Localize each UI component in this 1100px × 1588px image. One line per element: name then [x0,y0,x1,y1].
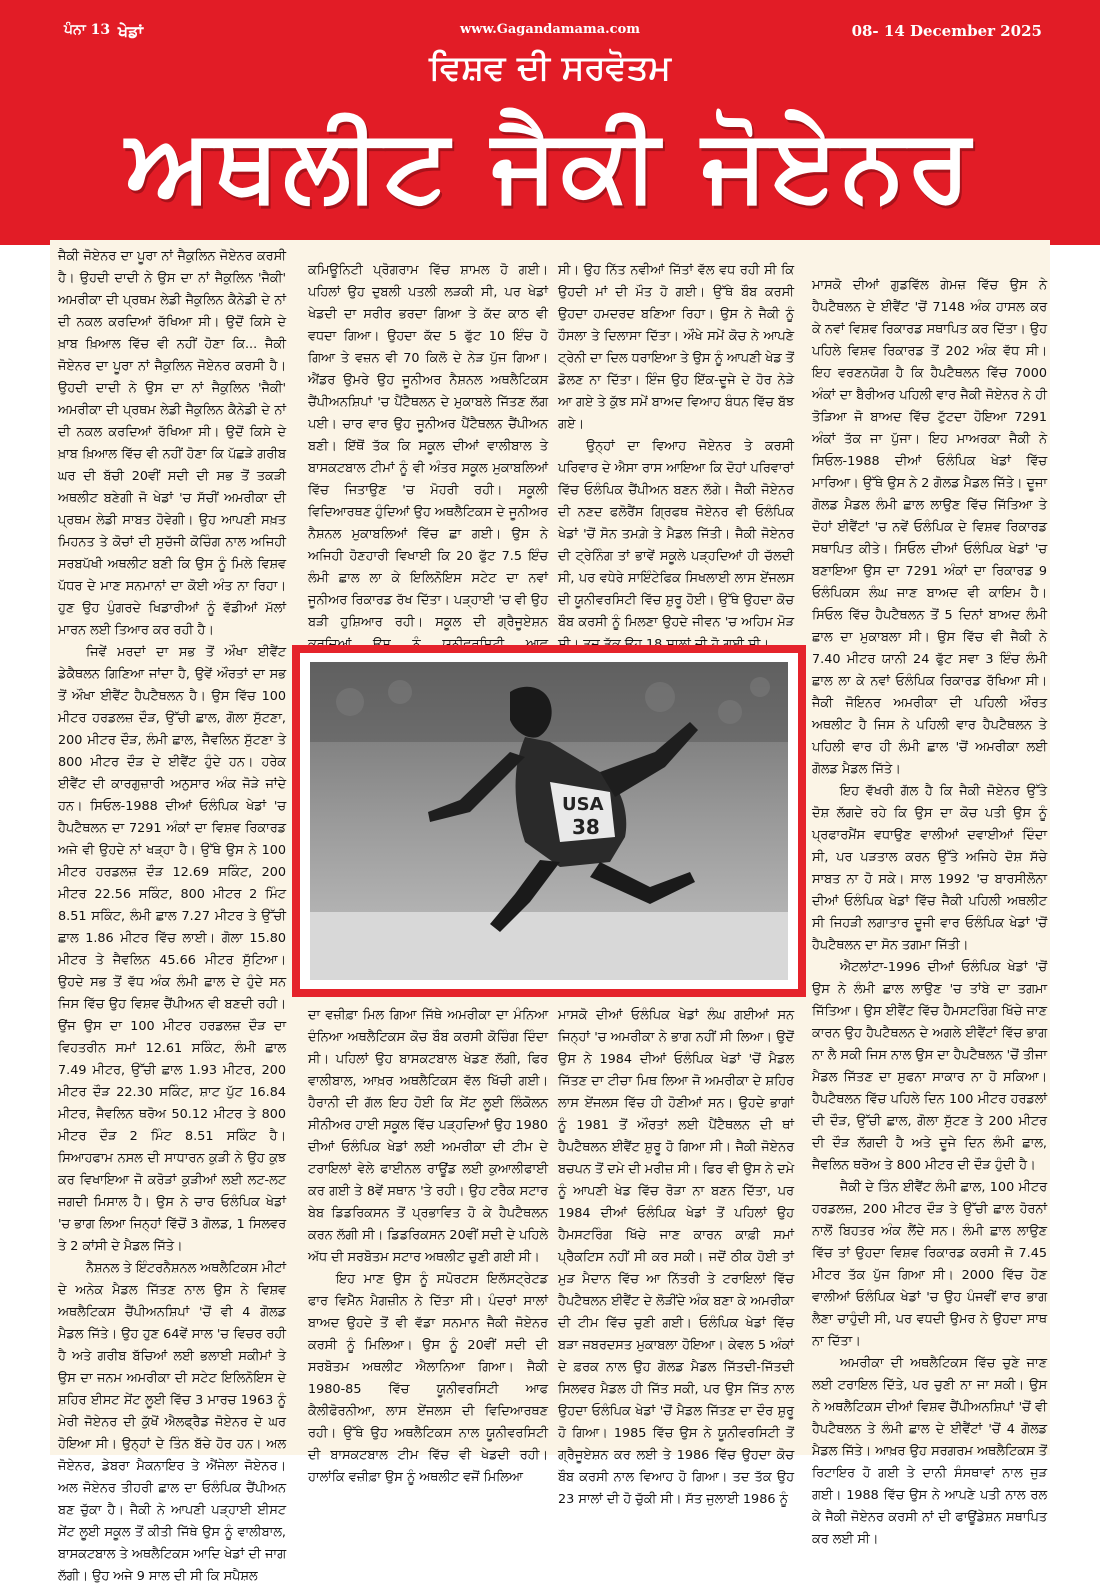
jersey-text: USA [562,794,604,815]
website-url: www.Gagandamama.com [459,22,641,37]
article-paragraph: ਦਾ ਵਜ਼ੀਫ਼ਾ ਮਿਲ ਗਿਆ ਜਿੱਥੇ ਅਮਰੀਕਾ ਦਾ ਮੰਨਿਆ ਦੰਨਿਆ ਅਥਲੈਟਿਕਸ ਕੋਚ ਬੌਬ ਕਰਸੀ ਕੋਚਿੰਗ ਦਿੰਦਾ ਸੀ। ਪਹਿਲਾਂ ਉਹ ਬਾਸਕਟਬਾਲ ਖੇਡਣ ਲੱਗੀ, ਫਿਰ ਵਾਲੀਬਾਲ, ਆਖ਼ਰ ਅਥਲੈਟਿਕਸ ਵੱਲ ਖਿੱਚੀ ਗਈ। ਹੈਰਾਨੀ ਦੀ ਗੱਲ ਇਹ ਹੋਈ ਕਿ ਸੇਂਟ ਲੂਈ ਲਿੰਕੋਲਨ ਸੀਨੀਅਰ ਹਾਈ ਸਕੂਲ ਵਿੱਚ ਪੜ੍ਹਦਿਆਂ ਉਹ 1980 ਦੀਆਂ ਓਲੰਪਿਕ ਖੇਡਾਂ ਲਈ ਅਮਰੀਕਾ ਦੀ ਟੀਮ ਦੇ ਟਰਾਇਲਾਂ ਵੇਲੇ ਫਾਈਨਲ ਰਾਊਂਡ ਲਈ ਕੁਆਲੀਫਾਈ ਕਰ ਗਈ ਤੇ 8ਵੇਂ ਸਥਾਨ 'ਤੇ ਰਹੀ। ਉਹ ਟਰੈਕ ਸਟਾਰ ਬੇਬ ਡਿਡਰਿਕਸਨ ਤੋਂ ਪ੍ਰਭਾਵਿਤ ਹੋ ਕੇ ਹੈਪਟੈਥਲਨ ਕਰਨ ਲੱਗੀ ਸੀ। ਡਿਡਰਿਕਸਨ 20ਵੀਂ ਸਦੀ ਦੇ ਪਹਿਲੇ ਅੱਧ ਦੀ ਸਰਬੋਤਮ ਸਟਾਰ ਅਥਲੀਟ ਚੁਣੀ ਗਈ ਸੀ। [308,1008,548,1265]
article-paragraph: ਉਨ੍ਹਾਂ ਦਾ ਵਿਆਹ ਜੋਏਨਰ ਤੇ ਕਰਸੀ ਪਰਿਵਾਰ ਦੇ ਐਸਾ ਰਾਸ ਆਇਆ ਕਿ ਦੋਹਾਂ ਪਰਿਵਾਰਾਂ ਵਿੱਚ ਓਲੰਪਿਕ ਚੈਂਪੀਅਨ ਬਣਨ ਲੱਗੇ। ਜੈਕੀ ਜੋਏਨਰ ਦੀ ਨਣਦ ਫਲੋਰੈਂਸ ਗ੍ਰਿਫਥ ਜੋਏਨਰ ਵੀ ਓਲੰਪਿਕ ਖੇਡਾਂ 'ਚੋਂ ਸੋਨ ਤਮਗ਼ੇ ਤੇ ਮੈਡਲ ਜਿੱਤੀ। ਜੈਕੀ ਜੋਏਨਰ ਦੀ ਟ੍ਰੇਨਿੰਗ ਤਾਂ ਭਾਵੇਂ ਸਕੂਲੇ ਪੜ੍ਹਦਿਆਂ ਹੀ ਚੱਲਦੀ ਸੀ, ਪਰ ਵਧੇਰੇ ਸਾਇੰਟੇਫਿਕ ਸਿਖਲਾਈ ਲਾਸ ਏਂਜਲਸ ਦੀ ਯੂਨੀਵਰਸਿਟੀ ਵਿੱਚ ਸ਼ੁਰੂ ਹੋਈ। ਉੱਥੇ ਉਹਦਾ ਕੋਚ ਬੌਬ ਕਰਸੀ ਨੂੰ ਮਿਲਣਾ ਉਹਦੇ ਜੀਵਨ 'ਚ ਅਹਿਮ ਮੋੜ [558,439,794,630]
article-paragraph: ਅਮਰੀਕਾ ਦੀ ਅਥਲੈਟਿਕਸ ਵਿੱਚ ਚੁਣੇ ਜਾਣ ਲਈ ਟਰਾਇਲ ਦਿੱਤੇ, ਪਰ ਚੁਣੀ ਨਾ ਜਾ ਸਕੀ। ਉਸ ਨੇ ਅਥਲੈਟਿਕਸ ਦੀਆਂ ਵਿਸ਼ਵ ਚੈਂਪੀਅਨਸ਼ਿਪਾਂ 'ਚੋਂ ਵੀ ਹੈਪਟੈਥਲਨ ਤੇ ਲੰਮੀ ਛਾਲ ਦੇ ਈਵੈਂਟਾਂ 'ਚੋਂ 4 ਗੋਲਡ ਮੈਡਲ ਜਿੱਤੇ। ਆਖ਼ਰ ਉਹ ਸਰਗਰਮ ਅਥਲੈਟਿਕਸ ਤੋਂ ਰਿਟਾਇਰ ਹੋ ਗਈ ਤੇ ਦਾਨੀ ਸੰਸਥਾਵਾਂ ਨਾਲ ਜੁੜ ਗਈ। 1988 ਵਿੱਚ ਉਸ ਨੇ ਆਪਣੇ ਪਤੀ ਨਾਲ ਰਲ ਕੇ ਜੈਕੀ ਜੋਏਨਰ ਕਰਸੀ ਨਾਂ ਦੀ ਫਾਊਂਡੇਸ਼ਨ ਸਥਾਪਿਤ ਕਰ ਲਈ ਸੀ। [812,1356,1047,1547]
issue-date: 08- 14 December 2025 [851,22,1042,40]
article-paragraph: ਨੈਸ਼ਨਲ ਤੇ ਇੰਟਰਨੈਸ਼ਨਲ ਅਥਲੈਟਿਕਸ ਮੀਟਾਂ ਦੇ ਅਨੇਕ ਮੈਡਲ ਜਿੱਤਣ ਨਾਲ ਉਸ ਨੇ ਵਿਸ਼ਵ ਅਥਲੈਟਿਕਸ ਚੈਂਪੀਅਨਸ਼ਿਪਾਂ 'ਚੋਂ ਵੀ 4 ਗੋਲਡ ਮੈਡਲ ਜਿੱਤੇ। ਉਹ ਹੁਣ 64ਵੇਂ ਸਾਲ 'ਚ ਵਿਚਰ ਰਹੀ ਹੈ ਅਤੇ ਗਰੀਬ ਬੱਚਿਆਂ ਲਈ ਭਲਾਈ ਸਕੀਮਾਂ ਤੇ ਉਸ ਦਾ ਜਨਮ ਅਮਰੀਕਾ ਦੀ ਸਟੇਟ ਇਲਿਨੋਇਸ ਦੇ ਸ਼ਹਿਰ ਈਸਟ ਸੇਂਟ ਲੂਈ ਵਿੱਚ 3 ਮਾਰਚ 1963 ਨੂੰ ਮੇਰੀ ਜੋਏਨਰ ਦੀ ਕੁੱਖੋਂ ਐਲਫ੍ਰੈਡ ਜੋਏਨਰ ਦੇ ਘਰ ਹੋਇਆ ਸੀ। ਉਨ੍ਹਾਂ ਦੇ ਤਿੰਨ ਬੱਚੇ ਹੋਰ ਹਨ। ਅਲ ਜੋਏਨਰ, ਡੇਬਰਾ ਮੈਕਨਾਇਰ ਤੇ ਐਂਜੇਲਾ ਜੋਏਨਰ। ਅਲ ਜੋਏਨਰ ਤੀਹਰੀ ਛਾਲ ਦਾ ਓਲੰਪਿਕ ਚੈਂਪੀਅਨ ਬਣ ਚੁੱਕਾ ਹੈ। ਜੈਕੀ ਨੇ ਆਪਣੀ ਪੜ੍ਹਾਈ ਈਸਟ ਸੇਂਟ ਲੂਈ ਸਕੂਲ ਤੋਂ ਕੀਤੀ ਜਿੱਥੇ ਉਸ ਨੂੰ ਵਾਲੀਬਾਲ, ਬਾਸਕਟਬਾਲ ਤੇ ਅਥਲੈਟਿਕਸ ਆਦਿ ਖੇਡਾਂ ਦੀ ਜਾਗ ਲੱਗੀ। ਉਹ ਅਜੇ 9 ਸਾਲ ਦੀ ਸੀ ਕਿ ਸਪੈਸ਼ਲ [58,1261,286,1584]
article-column-1 [58,246,286,1584]
bib-number: 38 [572,815,600,839]
article-paragraph: ਮਾਸਕੋ ਦੀਆਂ ਗੁਡਵਿੱਲ ਗੇਮਜ਼ ਵਿੱਚ ਉਸ ਨੇ ਹੈਪਟੈਥਲਨ ਦੇ ਈਵੈਂਟ 'ਚੋਂ 7148 ਅੰਕ ਹਾਸਲ ਕਰ ਕੇ ਨਵਾਂ ਵਿਸ਼ਵ ਰਿਕਾਰਡ ਸਥਾਪਿਤ ਕਰ ਦਿੱਤਾ। ਉਹ ਪਹਿਲੇ ਵਿਸ਼ਵ ਰਿਕਾਰਡ ਤੋਂ 202 ਅੰਕ ਵੱਧ ਸੀ। ਇਹ ਵਰਣਨਯੋਗ ਹੈ ਕਿ ਹੈਪਟੈਥਲਨ ਵਿੱਚ 7000 ਅੰਕਾਂ ਦਾ ਬੈਰੀਅਰ ਪਹਿਲੀ ਵਾਰ ਜੈਕੀ ਜੋਏਨਰ ਨੇ ਹੀ ਤੋੜਿਆ ਜੋ ਬਾਅਦ ਵਿੱਚ ਟੁੱਟਦਾ ਹੋਇਆ 7291 ਅੰਕਾਂ ਤੱਕ ਜਾ ਪੁੱਜਾ। ਇਹ ਮਾਅਰਕਾ ਜੈਕੀ ਨੇ ਸਿਓਲ-1988 ਦੀਆਂ ਓਲੰਪਿਕ ਖੇਡਾਂ ਵਿੱਚ ਮਾਰਿਆ। ਉੱਥੇ ਉਸ ਨੇ 2 ਗੋਲਡ ਮੈਡਲ ਜਿੱਤੇ। ਦੂਜਾ ਗੋਲਡ ਮੈਡਲ ਲੰਮੀ ਛਾਲ ਲਾਉਣ ਵਿੱਚ ਜਿੱਤਿਆ ਤੇ ਦੋਹਾਂ ਈਵੈਂਟਾਂ 'ਚ ਨਵੇਂ ਓਲੰਪਿਕ ਦੇ ਵਿਸ਼ਵ ਰਿਕਾਰਡ ਸਥਾਪਿਤ ਕੀਤੇ। ਸਿਓਲ ਦੀਆਂ ਓਲੰਪਿਕ ਖੇਡਾਂ 'ਚ ਬਣਾਇਆ ਉਸ ਦਾ 7291 ਅੰਕਾਂ ਦਾ ਰਿਕਾਰਡ 9 ਓਲੰਪਿਕਸ ਲੰਘ ਜਾਣ ਬਾਅਦ ਵੀ ਕਾਇਮ ਹੈ। ਸਿਓਲ ਵਿੱਚ ਹੈਪਟੈਥਲਨ ਤੋਂ 5 ਦਿਨਾਂ ਬਾਅਦ ਲੰਮੀ ਛਾਲ ਦਾ ਮੁਕਾਬਲਾ ਸੀ। ਉਸ ਵਿੱਚ ਵੀ ਜੈਕੀ ਨੇ 7.40 ਮੀਟਰ ਯਾਨੀ 24 ਫੁੱਟ ਸਵਾ 3 ਇੰਚ ਲੰਮੀ ਛਾਲ ਲਾ ਕੇ ਨਵਾਂ ਓਲੰਪਿਕ ਰਿਕਾਰਡ ਰੱਖਿਆ ਸੀ। ਜੈਕੀ ਜੋਇਨਰ ਅਮਰੀਕਾ ਦੀ ਪਹਿਲੀ ਔਰਤ ਅਥਲੀਟ ਹੈ ਜਿਸ ਨੇ ਪਹਿਲੀ ਵਾਰ ਹੈਪਟੈਥਲਨ ਤੇ ਪਹਿਲੀ ਵਾਰ ਹੀ ਲੰਮੀ ਛਾਲ 'ਚੋਂ ਅਮਰੀਕਾ ਲਈ ਗੋਲਡ ਮੈਡਲ ਜਿੱਤੇ। [812,278,1047,777]
article-paragraph: ਜਿਵੇਂ ਮਰਦਾਂ ਦਾ ਸਭ ਤੋਂ ਔਖਾ ਈਵੈਂਟ ਡੇਕੈਥਲਨ ਗਿਣਿਆ ਜਾਂਦਾ ਹੈ, ਉਵੇਂ ਔਰਤਾਂ ਦਾ ਸਭ ਤੋਂ ਔਖਾ ਈਵੈਂਟ ਹੈਪਟੈਥਲਨ ਹੈ। ਉਸ ਵਿੱਚ 100 ਮੀਟਰ ਹਰਡਲਜ਼ ਦੌੜ, ਉੱਚੀ ਛਾਲ, ਗੋਲਾ ਸੁੱਟਣਾ, 200 ਮੀਟਰ ਦੌੜ, ਲੰਮੀ ਛਾਲ, ਜੈਵਲਿਨ ਸੁੱਟਣਾ ਤੇ 800 ਮੀਟਰ ਦੌੜ ਦੇ ਈਵੈਂਟ ਹੁੰਦੇ ਹਨ। ਹਰੇਕ ਈਵੈਂਟ ਦੀ ਕਾਰਗੁਜ਼ਾਰੀ ਅਨੁਸਾਰ ਅੰਕ ਜੋੜੇ ਜਾਂਦੇ ਹਨ। ਸਿਓਲ-1988 ਦੀਆਂ ਓਲੰਪਿਕ ਖੇਡਾਂ 'ਚ ਹੈਪਟੈਥਲਨ ਦਾ 7291 ਅੰਕਾਂ ਦਾ ਵਿਸ਼ਵ ਰਿਕਾਰਡ ਅਜੇ ਵੀ ਉਹਦੇ ਨਾਂ ਖੜ੍ਹਾ ਹੈ। ਉੱਥੇ ਉਸ ਨੇ 100 ਮੀਟਰ ਹਰਡਲਜ਼ ਦੌੜ 12.69 ਸਕਿੰਟ, 200 ਮੀਟਰ 22.56 ਸਕਿੰਟ, 800 ਮੀਟਰ 2 ਮਿੰਟ 8.51 ਸਕਿੰਟ, ਲੰਮੀ ਛਾਲ 7.27 ਮੀਟਰ ਤੇ ਉੱਚੀ ਛਾਲ 1.86 ਮੀਟਰ ਵਿੱਚ ਲਾਈ। ਗੋਲਾ 15.80 ਮੀਟਰ ਤੇ ਜੈਵਲਿਨ 45.66 ਮੀਟਰ ਸੁੱਟਿਆ। ਉਹਦੇ ਸਭ ਤੋਂ ਵੱਧ ਅੰਕ ਲੰਮੀ ਛਾਲ ਦੇ ਹੁੰਦੇ ਸਨ ਜਿਸ ਵਿੱਚ ਉਹ ਵਿਸ਼ਵ ਚੈਂਪੀਅਨ ਵੀ ਬਣਦੀ ਰਹੀ। ਉਂਜ ਉਸ ਦਾ 100 ਮੀਟਰ ਹਰਡਲਜ਼ ਦੌੜ ਦਾ ਵਿਹਤਰੀਨ ਸਮਾਂ 12.61 ਸਕਿੰਟ, ਲੰਮੀ ਛਾਲ 7.49 ਮੀਟਰ, ਉੱਚੀ ਛਾਲ 1.93 ਮੀਟਰ, 200 ਮੀਟਰ ਦੌੜ 22.30 ਸਕਿੰਟ, ਸ਼ਾਟ ਪੁੱਟ 16.84 ਮੀਟਰ, ਜੈਵਲਿਨ ਥਰੋਅ 50.12 ਮੀਟਰ ਤੇ 800 ਮੀਟਰ ਦੌੜ 2 ਮਿੰਟ 8.51 ਸਕਿੰਟ ਹੈ। ਸਿਆਹਫਾਮ ਨਸਲ ਦੀ ਸਾਧਾਰਨ ਕੁੜੀ ਨੇ ਉਹ ਕੁਝ ਕਰ ਵਿਖਾਇਆ ਜੋ ਕਰੋੜਾਂ ਕੁੜੀਆਂ ਲਈ ਲਟ-ਲਟ ਜਗਦੀ ਮਿਸਾਲ ਹੈ। ਉਸ ਨੇ ਚਾਰ ਓਲੰਪਿਕ ਖੇਡਾਂ 'ਚ ਭਾਗ ਲਿਆ ਜਿਨ੍ਹਾਂ ਵਿੱਚੋਂ 3 ਗੋਲਡ, 1 ਸਿਲਵਰ ਤੇ 2 ਕਾਂਸੀ ਦੇ ਮੈਡਲ ਜਿੱਤੇ। [58,645,286,1254]
headline-kicker: ਵਿਸ਼ਵ ਦੀ ਸਰਵੋਤਮ [429,48,671,88]
article-paragraph: ਐਟਲਾਂਟਾ-1996 ਦੀਆਂ ਓਲੰਪਿਕ ਖੇਡਾਂ 'ਚੋਂ ਉਸ ਨੇ ਲੰਮੀ ਛਾਲ ਲਾਉਣ 'ਚ ਤਾਂਬੇ ਦਾ ਤਗਮਾ ਜਿੱਤਿਆ। ਉਸ ਈਵੈਂਟ ਵਿੱਚ ਹੈਮਸਟਰਿੰਗ ਖਿੱਚੇ ਜਾਣ ਕਾਰਨ ਉਹ ਹੈਪਟੈਥਲਨ ਦੇ ਅਗਲੇ ਈਵੈਂਟਾਂ ਵਿੱਚ ਭਾਗ ਨਾ ਲੈ ਸਕੀ ਜਿਸ ਨਾਲ ਉਸ ਦਾ ਹੈਪਟੈਥਲਨ 'ਚੋਂ ਤੀਜਾ ਮੈਡਲ ਜਿੱਤਣ ਦਾ ਸੁਫਨਾ ਸਾਕਾਰ ਨਾ ਹੋ ਸਕਿਆ। ਹੈਪਟੈਥਲਨ ਵਿੱਚ ਪਹਿਲੇ ਦਿਨ 100 ਮੀਟਰ ਹਰਡਲਾਂ ਦੀ ਦੌੜ, ਉੱਚੀ ਛਾਲ, ਗੋਲਾ ਸੁੱਟਣ ਤੇ 200 ਮੀਟਰ ਦੀ ਦੌੜ ਲੱਗਦੀ ਹੈ ਅਤੇ ਦੂਜੇ ਦਿਨ ਲੰਮੀ ਛਾਲ, ਜੈਵਲਿਨ ਥਰੋਅ ਤੇ 800 ਮੀਟਰ ਦੀ ਦੌੜ ਹੁੰਦੀ ਹੈ। [812,960,1047,1173]
article-paragraph: ਮਾਸਕੋ ਦੀਆਂ ਓਲੰਪਿਕ ਖੇਡਾਂ ਲੰਘ ਗਈਆਂ ਸਨ ਜਿਨ੍ਹਾਂ 'ਚ ਅਮਰੀਕਾ ਨੇ ਭਾਗ ਨਹੀਂ ਸੀ ਲਿਆ। ਉਦੋਂ ਉਸ ਨੇ 1984 ਦੀਆਂ ਓਲੰਪਿਕ ਖੇਡਾਂ 'ਚੋਂ ਮੈਡਲ ਜਿੱਤਣ ਦਾ ਟੀਚਾ ਮਿਥ ਲਿਆ ਜੋ ਅਮਰੀਕਾ ਦੇ ਸ਼ਹਿਰ ਲਾਸ ਏਂਜਲਸ ਵਿੱਚ ਹੀ ਹੋਣੀਆਂ ਸਨ। ਉਹਦੇ ਭਾਗਾਂ ਨੂੰ 1981 ਤੋਂ ਔਰਤਾਂ ਲਈ ਪੈਂਟੈਥਲਨ ਦੀ ਥਾਂ ਹੈਪਟੈਥਲਨ ਈਵੈਂਟ ਸ਼ੁਰੂ ਹੋ ਗਿਆ ਸੀ। ਜੈਕੀ ਜੋਏਨਰ ਬਚਪਨ ਤੋਂ ਦਮੇ ਦੀ ਮਰੀਜ਼ ਸੀ। ਫਿਰ ਵੀ ਉਸ ਨੇ ਦਮੇ ਨੂੰ ਆਪਣੀ ਖੇਡ ਵਿੱਚ ਰੋੜਾ ਨਾ ਬਣਨ ਦਿੱਤਾ, ਪਰ 1984 ਦੀਆਂ ਓਲੰਪਿਕ ਖੇਡਾਂ ਤੋਂ ਪਹਿਲਾਂ ਉਹ ਹੈਮਸਟਰਿੰਗ ਖਿੱਚੇ ਜਾਣ ਕਾਰਨ ਕਾਫ਼ੀ ਸਮਾਂ ਪ੍ਰੈਕਟਿਸ ਨਹੀਂ ਸੀ ਕਰ ਸਕੀ। ਜਦੋਂ ਠੀਕ ਹੋਈ ਤਾਂ ਮੁੜ ਮੈਦਾਨ ਵਿੱਚ ਆ ਨਿੱਤਰੀ ਤੇ ਟਰਾਇਲਾਂ ਵਿੱਚ ਹੈਪਟੈਥਲਨ ਈਵੈਂਟ ਦੇ ਲੋੜੀਂਦੇ ਅੰਕ ਬਣਾ ਕੇ ਅਮਰੀਕਾ ਦੀ ਟੀਮ ਵਿੱਚ ਚੁਣੀ ਗਈ। ਓਲੰਪਿਕ ਖੇਡਾਂ ਵਿੱਚ ਬੜਾ ਜਬਰਦਸਤ ਮੁਕਾਬਲਾ ਹੋਇਆ। ਕੇਵਲ 5 ਅੰਕਾਂ ਦੇ ਫ਼ਰਕ ਨਾਲ ਉਹ ਗੋਲਡ ਮੈਡਲ ਜਿੱਤਦੀ-ਜਿੱਤਦੀ ਸਿਲਵਰ ਮੈਡਲ ਹੀ ਜਿੱਤ ਸਕੀ, ਪਰ ਉਸ ਜਿੱਤ ਨਾਲ ਉਹਦਾ ਓਲੰਪਿਕ ਖੇਡਾਂ 'ਚੋਂ ਮੈਡਲ ਜਿੱਤਣ ਦਾ ਦੌਰ ਸ਼ੁਰੂ ਹੋ ਗਿਆ। 1985 ਵਿੱਚ ਉਸ ਨੇ ਯੂਨੀਵਰਸਿਟੀ ਤੋਂ ਗ੍ਰੈਜੂਏਸ਼ਨ ਕਰ ਲਈ ਤੇ 1986 ਵਿੱਚ ਉਹਦਾ ਕੋਚ ਬੌਬ ਕਰਸੀ ਨਾਲ ਵਿਆਹ ਹੋ ਗਿਆ। ਤਦ ਤੱਕ ਉਹ 23 ਸਾਲਾਂ ਦੀ ਹੋ ਚੁੱਕੀ ਸੀ। ਸੱਤ ਜੁਲਾਈ 1986 ਨੂੰ [558,1008,794,1507]
article-column-3 [558,260,794,630]
article-column-6 [558,1005,794,1507]
article-column-5 [308,1005,548,1485]
page-number: ਪੰਨਾ 13 [64,22,111,38]
article-paragraph: ਕਮਿਊਨਿਟੀ ਪ੍ਰੋਗਰਾਮ ਵਿੱਚ ਸ਼ਾਮਲ ਹੋ ਗਈ। ਪਹਿਲਾਂ ਉਹ ਦੁਬਲੀ ਪਤਲੀ ਲੜਕੀ ਸੀ, ਪਰ ਖੇਡਾਂ ਖੇਡਦੀ ਦਾ ਸਰੀਰ ਭਰਦਾ ਗਿਆ ਤੇ ਕੱਦ ਕਾਠ ਵੀ ਵਧਦਾ ਗਿਆ। ਉਹਦਾ ਕੱਦ 5 ਫੁੱਟ 10 ਇੰਚ ਹੋ ਗਿਆ ਤੇ ਵਜ਼ਨ ਵੀ 70 ਕਿਲੋ ਦੇ ਨੇੜ ਪੁੱਜ ਗਿਆ। ਐਂਡਰ ਉਮਰੇ ਉਹ ਜੂਨੀਅਰ ਨੈਸ਼ਨਲ ਅਥਲੈਟਿਕਸ ਚੈਂਪੀਅਨਸ਼ਿਪਾਂ 'ਚ ਪੈਂਟੈਥਲਨ ਦੇ ਮੁਕਾਬਲੇ ਜਿੱਤਣ ਲੱਗ ਪਈ। ਚਾਰ ਵਾਰ ਉਹ ਜੂਨੀਅਰ ਪੈਂਟੈਥਲਨ ਚੈਂਪੀਅਨ ਬਣੀ। ਇੱਥੋਂ ਤੱਕ ਕਿ ਸਕੂਲ ਦੀਆਂ ਵਾਲੀਬਾਲ ਤੇ ਬਾਸਕਟਬਾਲ ਟੀਮਾਂ ਨੂੰ ਵੀ ਅੰਤਰ ਸਕੂਲ ਮੁਕਾਬਲਿਆਂ ਵਿੱਚ ਜਿਤਾਉਣ 'ਚ ਮੋਹਰੀ ਰਹੀ। ਸਕੂਲੀ ਵਿਦਿਆਰਥਣ ਹੁੰਦਿਆਂ ਉਹ ਅਥਲੈਟਿਕਸ ਦੇ ਜੂਨੀਅਰ ਨੈਸ਼ਨਲ ਮੁਕਾਬਲਿਆਂ ਵਿੱਚ ਛਾ ਗਈ। ਉਸ ਨੇ ਅਜਿਹੀ ਹੋਣਹਾਰੀ ਵਿਖਾਈ ਕਿ 20 ਫੁੱਟ 7.5 ਇੰਚ ਲੰਮੀ ਛਾਲ ਲਾ ਕੇ ਇਲਿਨੋਇਸ ਸਟੇਟ ਦਾ ਨਵਾਂ ਜੂਨੀਅਰ ਰਿਕਾਰਡ ਰੱਖ ਦਿੱਤਾ। ਪੜ੍ਹਾਈ 'ਚ ਵੀ ਉਹ ਬੜੀ ਹੁਸ਼ਿਆਰ ਰਹੀ। ਸਕੂਲ ਦੀ ਗ੍ਰੈਜੂਏਸ਼ਨ [308,263,548,630]
article-paragraph: ਇਹ ਵੱਖਰੀ ਗੱਲ ਹੈ ਕਿ ਜੈਕੀ ਜੋਏਨਰ ਉੱਤੇ ਦੋਸ਼ ਲੱਗਦੇ ਰਹੇ ਕਿ ਉਸ ਦਾ ਕੋਚ ਪਤੀ ਉਸ ਨੂੰ ਪ੍ਰਫਾਰਮੈਂਸ ਵਧਾਉਣ ਵਾਲੀਆਂ ਦਵਾਈਆਂ ਦਿੰਦਾ ਸੀ, ਪਰ ਪੜਤਾਲ ਕਰਨ ਉੱਤੇ ਅਜਿਹੇ ਦੋਸ਼ ਸੱਚੇ ਸਾਬਤ ਨਾ ਹੋ ਸਕੇ। ਸਾਲ 1992 'ਚ ਬਾਰਸੀਲੋਨਾ ਦੀਆਂ ਓਲੰਪਿਕ ਖੇਡਾਂ ਵਿੱਚ ਜੈਕੀ ਪਹਿਲੀ ਅਥਲੀਟ ਸੀ ਜਿਹੜੀ ਲਗਾਤਾਰ ਦੂਜੀ ਵਾਰ ਓਲੰਪਿਕ ਖੇਡਾਂ 'ਚੋਂ ਹੈਪਟੈਥਲਨ ਦਾ ਸੋਨ ਤਗਮਾ ਜਿੱਤੀ। [812,784,1047,953]
athlete-photo [310,662,788,980]
article-paragraph: ਜੈਕੀ ਦੇ ਤਿੰਨ ਈਵੈਂਟ ਲੰਮੀ ਛਾਲ, 100 ਮੀਟਰ ਹਰਡਲਜ਼, 200 ਮੀਟਰ ਦੌੜ ਤੇ ਉੱਚੀ ਛਾਲ ਹੋਰਨਾਂ ਨਾਲੋਂ ਬਿਹਤਰ ਅੰਕ ਲੈਂਦੇ ਸਨ। ਲੰਮੀ ਛਾਲ ਲਾਉਣ ਵਿੱਚ ਤਾਂ ਉਹਦਾ ਵਿਸ਼ਵ ਰਿਕਾਰਡ ਕਰਸੀ ਜੋ 7.45 ਮੀਟਰ ਤੱਕ ਪੁੱਜ ਗਿਆ ਸੀ। 2000 ਵਿੱਚ ਹੋਣ ਵਾਲੀਆਂ ਓਲੰਪਿਕ ਖੇਡਾਂ 'ਚ ਉਹ ਪੰਜਵੀਂ ਵਾਰ ਭਾਗ ਲੈਣਾ ਚਾਹੁੰਦੀ ਸੀ, ਪਰ ਵਧਦੀ ਉਮਰ ਨੇ ਉਹਦਾ ਸਾਥ ਨਾ ਦਿੱਤਾ। [812,1180,1047,1349]
article-column-2 [308,260,548,630]
article-paragraph: ਜੈਕੀ ਜੋਏਨਰ ਦਾ ਪੂਰਾ ਨਾਂ ਜੈਕੁਲਿਨ ਜੋਏਨਰ ਕਰਸੀ ਹੈ। ਉਹਦੀ ਦਾਦੀ ਨੇ ਉਸ ਦਾ ਨਾਂ ਜੈਕੁਲਿਨ 'ਜੈਕੀ' ਅਮਰੀਕਾ ਦੀ ਪ੍ਰਥਮ ਲੇਡੀ ਜੈਕੁਲਿਨ ਕੈਨੇਡੀ ਦੇ ਨਾਂ ਦੀ ਨਕਲ ਕਰਦਿਆਂ ਰੱਖਿਆ ਸੀ। ਉਦੋਂ ਕਿਸੇ ਦੇ ਖ਼ਾਬ ਖ਼ਿਆਲ ਵਿੱਚ ਵੀ ਨਹੀਂ ਹੋਣਾ ਕਿ... ਜੈਕੀ ਜੋਏਨਰ ਦਾ ਪੂਰਾ ਨਾਂ ਜੈਕੁਲਿਨ ਜੋਏਨਰ ਕਰਸੀ ਹੈ। ਉਹਦੀ ਦਾਦੀ ਨੇ ਉਸ ਦਾ ਨਾਂ ਜੈਕੁਲਿਨ 'ਜੈਕੀ' ਅਮਰੀਕਾ ਦੀ ਪ੍ਰਥਮ ਲੇਡੀ ਜੈਕੁਲਿਨ ਕੈਨੇਡੀ ਦੇ ਨਾਂ ਦੀ ਨਕਲ ਕਰਦਿਆਂ ਰੱਖਿਆ ਸੀ। ਉਦੋਂ ਕਿਸੇ ਦੇ ਖ਼ਾਬ ਖ਼ਿਆਲ ਵਿੱਚ ਵੀ ਨਹੀਂ ਹੋਣਾ ਕਿ ਪੱਛੜੇ ਗਰੀਬ ਘਰ ਦੀ ਬੱਚੀ 20ਵੀਂ ਸਦੀ ਦੀ ਸਭ ਤੋਂ ਤਕੜੀ ਅਥਲੀਟ ਬਣੇਗੀ ਜੋ ਖੇਡਾਂ 'ਚ ਸੱਚੀਂ ਅਮਰੀਕਾ ਦੀ ਪ੍ਰਥਮ ਲੇਡੀ ਸਾਬਤ ਹੋਵੇਗੀ। ਉਹ ਆਪਣੀ ਸਖ਼ਤ ਮਿਹਨਤ ਤੇ ਕੋਚਾਂ ਦੀ ਸੁਚੱਜੀ ਕੋਚਿੰਗ ਨਾਲ ਅਜਿਹੀ ਸਰਬਪੱਖੀ ਅਥਲੀਟ ਬਣੀ ਕਿ ਉਸ ਨੂੰ ਮਿਲੇ ਵਿਸ਼ਵ ਪੱਧਰ ਦੇ ਮਾਣ ਸਨਮਾਨਾਂ ਦਾ ਕੋਈ ਅੰਤ ਨਾ ਰਿਹਾ। ਹੁਣ ਉਹ ਪੁੰਗਰਦੇ ਖਿਡਾਰੀਆਂ ਨੂੰ ਵੱਡੀਆਂ ਮੱਲਾਂ ਮਾਰਨ ਲਈ ਤਿਆਰ ਕਰ ਰਹੀ ਹੈ। [58,249,286,638]
headline-title: ਅਥਲੀਟ ਜੈਕੀ ਜੋਏਨਰ [125,106,975,223]
section-name: ਖੇਡਾਂ [118,22,144,41]
article-paragraph: ਇਹ ਮਾਣ ਉਸ ਨੂੰ ਸਪੋਰਟਸ ਇਲੱਸਟ੍ਰੇਟਡ ਫਾਰ ਵਿਮੈੱਨ ਮੈਗਜ਼ੀਨ ਨੇ ਦਿੱਤਾ ਸੀ। ਪੰਦਰਾਂ ਸਾਲਾਂ ਬਾਅਦ ਉਹਦੇ ਤੋਂ ਵੀ ਵੱਡਾ ਸਨਮਾਨ ਜੈਕੀ ਜੋਏਨਰ ਕਰਸੀ ਨੂੰ ਮਿਲਿਆ। ਉਸ ਨੂੰ 20ਵੀਂ ਸਦੀ ਦੀ ਸਰਬੋਤਮ ਅਥਲੀਟ ਐਲਾਨਿਆ ਗਿਆ। ਜੈਕੀ 1980-85 ਵਿੱਚ ਯੂਨੀਵਰਸਿਟੀ ਆਫ ਕੈਲੀਫੋਰਨੀਆ, ਲਾਸ ਏਂਜਲਸ ਦੀ ਵਿਦਿਆਰਥਣ ਰਹੀ। ਉੱਥੇ ਉਹ ਅਥਲੈਟਿਕਸ ਨਾਲ ਯੂਨੀਵਰਸਿਟੀ ਦੀ ਬਾਸਕਟਬਾਲ ਟੀਮ ਵਿੱਚ ਵੀ ਖੇਡਦੀ ਰਹੀ। ਹਾਲਾਂਕਿ ਵਜ਼ੀਫ਼ਾ ਉਸ ਨੂੰ ਅਥਲੀਟ ਵਜੋਂ ਮਿਲਿਆ [308,1272,548,1485]
article-paragraph: ਸੀ। ਉਹ ਨਿੱਤ ਨਵੀਆਂ ਜਿੱਤਾਂ ਵੱਲ ਵਧ ਰਹੀ ਸੀ ਕਿ ਉਹਦੀ ਮਾਂ ਦੀ ਮੌਤ ਹੋ ਗਈ। ਉੱਥੇ ਬੌਬ ਕਰਸੀ ਉਹਦਾ ਹਮਦਰਦ ਬਣਿਆ ਰਿਹਾ। ਉਸ ਨੇ ਜੈਕੀ ਨੂੰ ਹੌਸਲਾ ਤੇ ਦਿਲਾਸਾ ਦਿੱਤਾ। ਔਖੇ ਸਮੇਂ ਕੋਚ ਨੇ ਆਪਣੇ ਟ੍ਰੇਨੀ ਦਾ ਦਿਲ ਧਰਾਇਆ ਤੇ ਉਸ ਨੂੰ ਆਪਣੀ ਖੇਡ ਤੋਂ ਡੋਲਣ ਨਾ ਦਿੱਤਾ। ਇੰਜ ਉਹ ਇੱਕ-ਦੂਜੇ ਦੇ ਹੋਰ ਨੇੜੇ ਆ ਗਏ ਤੇ ਕੁੱਝ ਸਮੇਂ ਬਾਅਦ ਵਿਆਹ ਬੰਧਨ ਵਿੱਚ ਬੱਝ ਗਏ। [558,263,794,432]
article-column-4 [812,275,1047,1547]
